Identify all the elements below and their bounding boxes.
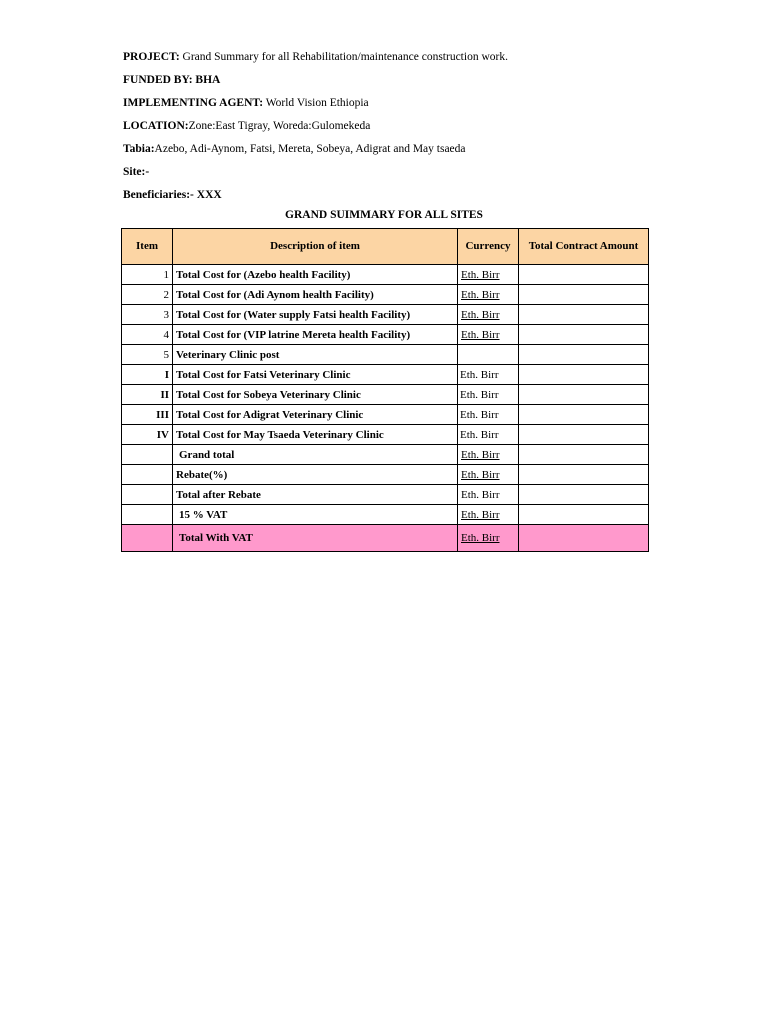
row-description: Total Cost for May Tsaeda Veterinary Clinic (173, 425, 458, 445)
funded-by-label: FUNDED BY: (123, 74, 193, 86)
currency-text: Eth. Birr (461, 532, 500, 544)
row-item-number (122, 445, 173, 465)
row-item-number: III (122, 405, 173, 425)
row-item-number (122, 465, 173, 485)
row-item-number: IV (122, 425, 173, 445)
row-currency (458, 445, 519, 465)
row-item-number (122, 485, 173, 505)
implementing-agent-label: IMPLEMENTING AGENT: (123, 97, 264, 109)
table-row (122, 425, 649, 445)
document-header (123, 48, 508, 209)
row-description: Total after Rebate (173, 485, 458, 505)
row-currency (458, 265, 519, 285)
row-amount (519, 385, 649, 405)
implementing-agent-line (123, 94, 508, 117)
row-description: Veterinary Clinic post (173, 345, 458, 365)
project-label: PROJECT: (123, 51, 180, 63)
row-amount (519, 345, 649, 365)
currency-text: Eth. Birr (461, 328, 500, 341)
column-header-item: Item (122, 229, 173, 265)
table-row (122, 325, 649, 345)
row-description: Rebate(%) (173, 465, 458, 485)
row-description: Grand total (173, 445, 458, 465)
row-currency (458, 305, 519, 325)
row-currency (458, 525, 519, 552)
row-amount (519, 365, 649, 385)
row-description: Total Cost for (VIP latrine Mereta health Facility) (173, 325, 458, 345)
beneficiaries-label: Beneficiaries:- XXX (123, 189, 222, 201)
row-description: Total Cost for Adigrat Veterinary Clinic (173, 405, 458, 425)
table-row (122, 485, 649, 505)
currency-text: Eth. Birr (461, 468, 500, 481)
table-row (122, 365, 649, 385)
row-description: Total Cost for (Water supply Fatsi health Facility) (173, 305, 458, 325)
grand-summary-table (121, 228, 649, 552)
location-line (123, 117, 508, 140)
location-label: LOCATION: (123, 120, 189, 132)
row-currency: Eth. Birr (458, 405, 519, 425)
row-currency (458, 465, 519, 485)
location-value: Zone:East Tigray, Woreda:Gulomekeda (188, 120, 371, 132)
row-item-number (122, 505, 173, 525)
row-currency: Eth. Birr (458, 485, 519, 505)
row-currency: Eth. Birr (458, 385, 519, 405)
funded-by-line (123, 71, 508, 94)
currency-text: Eth. Birr (461, 288, 500, 301)
row-amount (519, 425, 649, 445)
table-header-row (122, 229, 649, 265)
currency-text: Eth. Birr (461, 268, 500, 281)
tabia-label: Tabia: (123, 143, 155, 155)
currency-text: Eth. Birr (461, 308, 500, 321)
row-description: Total Cost for Fatsi Veterinary Clinic (173, 365, 458, 385)
project-value: Grand Summary for all Rehabilitation/maintenance construction work. (179, 51, 508, 63)
table-row (122, 285, 649, 305)
row-amount (519, 285, 649, 305)
column-header-currency: Currency (458, 229, 519, 265)
row-amount (519, 405, 649, 425)
table-row (122, 445, 649, 465)
beneficiaries-line (123, 186, 508, 209)
table-row (122, 385, 649, 405)
total-with-vat-row (122, 525, 649, 552)
row-description: Total Cost for (Adi Aynom health Facility) (173, 285, 458, 305)
funded-by-value: BHA (192, 74, 221, 86)
table-title: GRAND SUIMMARY FOR ALL SITES (285, 209, 483, 221)
column-header-description: Description of item (173, 229, 458, 265)
row-amount (519, 325, 649, 345)
row-description: Total Cost for (Azebo health Facility) (173, 265, 458, 285)
row-currency (458, 285, 519, 305)
table-row (122, 465, 649, 485)
table-row (122, 345, 649, 365)
row-description: Total With VAT (173, 525, 458, 552)
row-item-number: I (122, 365, 173, 385)
row-currency (458, 505, 519, 525)
column-header-amount: Total Contract Amount (519, 229, 649, 265)
row-description: Total Cost for Sobeya Veterinary Clinic (173, 385, 458, 405)
table-row (122, 305, 649, 325)
tabia-line (123, 140, 508, 163)
row-amount (519, 305, 649, 325)
row-item-number: 1 (122, 265, 173, 285)
row-item-number: 2 (122, 285, 173, 305)
row-currency (458, 345, 519, 365)
row-amount (519, 445, 649, 465)
row-item-number: 4 (122, 325, 173, 345)
table-row (122, 505, 649, 525)
row-description: 15 % VAT (173, 505, 458, 525)
site-line (123, 163, 508, 186)
row-amount (519, 525, 649, 552)
implementing-agent-value: World Vision Ethiopia (263, 97, 369, 109)
row-currency: Eth. Birr (458, 425, 519, 445)
row-item-number: II (122, 385, 173, 405)
site-label: Site:- (123, 166, 150, 178)
row-item-number: 5 (122, 345, 173, 365)
table-row (122, 405, 649, 425)
row-currency (458, 325, 519, 345)
currency-text: Eth. Birr (461, 448, 500, 461)
row-currency: Eth. Birr (458, 365, 519, 385)
tabia-value: Azebo, Adi-Aynom, Fatsi, Mereta, Sobeya, Adigrat and May tsaeda (154, 143, 466, 155)
row-item-number: 3 (122, 305, 173, 325)
row-amount (519, 265, 649, 285)
project-line (123, 48, 508, 71)
row-item-number (122, 525, 173, 552)
row-amount (519, 485, 649, 505)
currency-text: Eth. Birr (461, 508, 500, 521)
row-amount (519, 465, 649, 485)
table-row (122, 265, 649, 285)
row-amount (519, 505, 649, 525)
